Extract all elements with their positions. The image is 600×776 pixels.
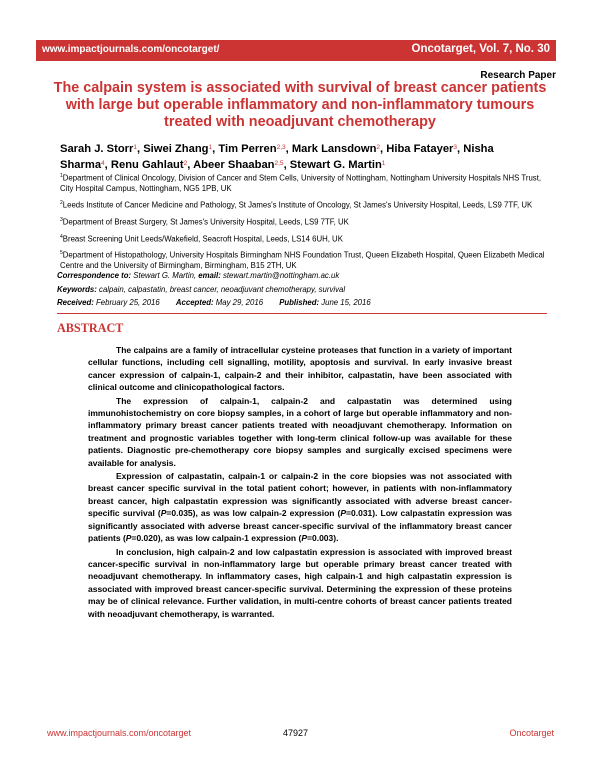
author-name: Mark Lansdown: [291, 143, 377, 155]
accepted-label: Accepted:: [175, 298, 214, 307]
affiliation-text: Department of Clinical Oncology, Division of Cancer and Stem Cells, University of Nottingham, Nottingham University Hospitals NHS Trust, City Hospital Campus, Nottingham, NG5 1PB, UK: [60, 173, 542, 193]
abstract-paragraph: The expression of calpain-1, calpain-2 and calpastatin was determined using immunohistochemistry on core biopsy samples, in a cohort of large but operable inflammatory and non-inflammatory primary breast cancer patients treated with neoadjuvant chemotherapy. Information on treatment and prognostic variables together with long-term clinical follow-up was available for these patients. Diagnostic pre-chemotherapy core biopsy samples and surgically excised specimens were available for analysis.: [88, 395, 512, 468]
correspondence-email[interactable]: stewart.martin@nottingham.ac.uk: [222, 271, 340, 280]
keywords-label: Keywords:: [57, 285, 97, 294]
author-affiliation-marker: 4: [101, 160, 105, 167]
abstract-paragraph: The calpains are a family of intracellular cysteine proteases that function in a variety of important cellular functions, including cell signalling, motility, apoptosis and survival. In early invasive breast cancer expression of calpain-1, calpain-2 and their inhibitor, calpastatin, have been associated with clinical outcome and clinicopathological factors.: [88, 345, 512, 393]
author-name: Hiba Fatayer: [386, 143, 454, 155]
published-label: Published:: [279, 298, 320, 307]
abstract-body: [88, 344, 512, 621]
affiliation-text: Department of Breast Surgery, St James's University Hospital, Leeds, LS9 7TF, UK: [62, 217, 349, 227]
affiliation: [60, 215, 550, 228]
published-date: June 15, 2016: [321, 298, 371, 307]
author-affiliation-marker: 2: [183, 160, 188, 167]
accepted-date: May 29, 2016: [215, 298, 264, 307]
affiliation-list: [60, 171, 550, 275]
footer-url[interactable]: www.impactjournals.com/oncotarget: [47, 728, 192, 738]
keywords-line: [57, 285, 547, 294]
dates-line: [57, 298, 547, 307]
correspondence-line: [57, 271, 547, 280]
journal-citation: Oncotarget, Vol. 7, No. 30: [411, 43, 550, 55]
journal-url[interactable]: www.impactjournals.com/oncotarget/: [42, 44, 220, 55]
author-name: Tim Perren: [218, 143, 277, 155]
received-label: Received:: [57, 298, 94, 307]
author-name: Sarah J. Storr: [60, 143, 134, 155]
affiliation: [60, 248, 550, 271]
author-affiliation-marker: 1: [133, 144, 137, 151]
author-affiliation-marker: 2,5: [274, 160, 284, 167]
correspondence-name: Stewart G. Martin,: [133, 271, 197, 280]
author-list: Sarah J. Storr$^1$, Siwei Zhang$^1$, Tim Perren$^{2,3}$, Mark Lansdown$^2$, Hiba Fatayer$^3$, Nisha Sharma$^4$, Renu Gahlaut$^2$, Abeer Shaaban$^{2,5}$, Stewart G. Martin$^1$: [60, 143, 494, 171]
journal-header-bar: [36, 40, 556, 61]
affiliation: [60, 232, 550, 245]
author-affiliation-marker: 1: [208, 144, 213, 151]
keywords-text: calpain, calpastatin, breast cancer, neoadjuvant chemotherapy, survival: [99, 285, 346, 294]
affiliation-text: Department of Histopathology, University Hospitals Birmingham NHS Foundation Trust, Queen Elizabeth Hospital, Queen Elizabeth Medical Centre and the University of Birmingham, Birmingham, B15 2TH, UK: [60, 250, 545, 271]
abstract-heading: ABSTRACT: [57, 321, 124, 335]
affiliation: [60, 171, 550, 194]
affiliation-number: 3: [60, 216, 63, 223]
author-affiliation-marker: 3: [453, 144, 458, 151]
page-number: 47927: [283, 728, 309, 738]
author-name: Abeer Shaaban: [193, 159, 275, 171]
received-date: February 25, 2016: [96, 298, 160, 307]
paper-title: The calpain system is associated with survival of breast cancer patients with large but operable inflammatory and non-inflammatory tumours treated with neoadjuvant chemotherapy: [53, 80, 547, 130]
affiliation-number: 1: [60, 173, 63, 179]
email-label: email:: [198, 271, 221, 280]
author-name: Renu Gahlaut: [110, 159, 184, 171]
correspondence-label: Correspondence to:: [57, 271, 132, 280]
footer-journal: Oncotarget: [509, 728, 554, 738]
author-affiliation-marker: 2,3: [276, 144, 286, 151]
author-name: Nisha Sharma: [60, 143, 494, 171]
author-name: Siwei Zhang: [143, 143, 209, 155]
section-divider: [57, 313, 547, 314]
affiliation-text: Leeds Institute of Cancer Medicine and Pathology, St James's Institute of Oncology, St James's University Hospital, Leeds, LS9 7TF, UK: [62, 200, 533, 210]
abstract-paragraph: In conclusion, high calpain-2 and low calpastatin expression is associated with improved breast cancer-specific survival in non-inflammatory large but operable primary breast cancer treated with neoadjuvant chemotherapy. In inflammatory cases, high calpain-1 and high calpastatin expression is associated with improved breast cancer-specific survival. Determining the expression of these proteins may be of clinical relevance. Further validation, in multi-centre cohorts of breast cancer patients treated with neoadjuvant chemotherapy, is warranted.: [88, 546, 512, 619]
abstract-paragraph: Expression of calpastatin, calpain-1 or calpain-2 in the core biopsies was not associated with breast cancer specific survival in the total patient cohort; however, in patients with non-inflammatory breast cancer, high calpastatin expression was significantly associated with adverse breast cancer-specific survival (P=0.035), as was low calpain-2 expression (P=0.031). Low calpastatin expression was significantly associated with adverse breast cancer-specific survival of the inflammatory breast cancer patients (P=0.020), as was low calpain-1 expression (P=0.003).: [88, 471, 513, 544]
affiliation-number: 4: [60, 233, 63, 240]
author-affiliation-marker: 2: [376, 144, 381, 151]
author-affiliation-marker: 1: [381, 160, 386, 167]
affiliation-text: Breast Screening Unit Leeds/Wakefield, Seacroft Hospital, Leeds, LS14 6UH, UK: [62, 234, 343, 244]
article-type: Research Paper: [480, 70, 556, 81]
affiliation-number: 2: [60, 200, 63, 206]
author-name: Stewart G. Martin: [289, 159, 382, 171]
affiliation: [60, 198, 550, 211]
affiliation-number: 5: [60, 250, 63, 257]
